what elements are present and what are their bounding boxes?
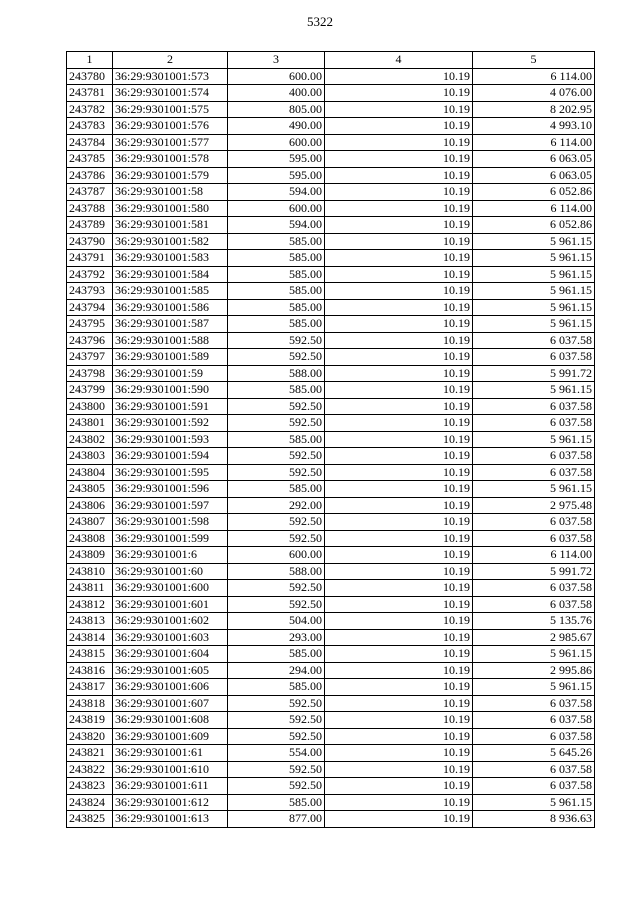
area-cell: 594.00 bbox=[228, 184, 325, 201]
table-row bbox=[67, 283, 595, 300]
row-id-cell: 243816 bbox=[67, 662, 113, 679]
amount-cell: 5 961.15 bbox=[473, 233, 595, 250]
rate-cell: 10.19 bbox=[325, 712, 473, 729]
row-id-cell: 243821 bbox=[67, 745, 113, 762]
table-row bbox=[67, 563, 595, 580]
amount-cell: 5 961.15 bbox=[473, 382, 595, 399]
amount-cell: 5 961.15 bbox=[473, 316, 595, 333]
area-cell: 600.00 bbox=[228, 200, 325, 217]
cadastral-number-cell: 36:29:9301001:602 bbox=[113, 613, 228, 630]
cadastral-number-cell: 36:29:9301001:573 bbox=[113, 68, 228, 85]
table-body bbox=[67, 68, 595, 827]
rate-cell: 10.19 bbox=[325, 217, 473, 234]
area-cell: 592.50 bbox=[228, 464, 325, 481]
table-row bbox=[67, 250, 595, 267]
cadastral-number-cell: 36:29:9301001:605 bbox=[113, 662, 228, 679]
rate-cell: 10.19 bbox=[325, 745, 473, 762]
cadastral-number-cell: 36:29:9301001:61 bbox=[113, 745, 228, 762]
cadastral-number-cell: 36:29:9301001:6 bbox=[113, 547, 228, 564]
area-cell: 592.50 bbox=[228, 530, 325, 547]
row-id-cell: 243817 bbox=[67, 679, 113, 696]
row-id-cell: 243812 bbox=[67, 596, 113, 613]
area-cell: 585.00 bbox=[228, 250, 325, 267]
table-row bbox=[67, 167, 595, 184]
amount-cell: 5 961.15 bbox=[473, 646, 595, 663]
rate-cell: 10.19 bbox=[325, 728, 473, 745]
column-header-1: 1 bbox=[67, 52, 113, 69]
table-row bbox=[67, 118, 595, 135]
area-cell: 554.00 bbox=[228, 745, 325, 762]
cadastral-number-cell: 36:29:9301001:592 bbox=[113, 415, 228, 432]
rate-cell: 10.19 bbox=[325, 398, 473, 415]
row-id-cell: 243825 bbox=[67, 811, 113, 828]
amount-cell: 5 961.15 bbox=[473, 481, 595, 498]
area-cell: 600.00 bbox=[228, 134, 325, 151]
cadastral-number-cell: 36:29:9301001:611 bbox=[113, 778, 228, 795]
row-id-cell: 243786 bbox=[67, 167, 113, 184]
area-cell: 600.00 bbox=[228, 68, 325, 85]
area-cell: 504.00 bbox=[228, 613, 325, 630]
amount-cell: 5 961.15 bbox=[473, 679, 595, 696]
amount-cell: 5 961.15 bbox=[473, 431, 595, 448]
rate-cell: 10.19 bbox=[325, 431, 473, 448]
area-cell: 490.00 bbox=[228, 118, 325, 135]
rate-cell: 10.19 bbox=[325, 332, 473, 349]
table-row bbox=[67, 580, 595, 597]
table-row bbox=[67, 365, 595, 382]
area-cell: 585.00 bbox=[228, 299, 325, 316]
amount-cell: 6 037.58 bbox=[473, 415, 595, 432]
cadastral-number-cell: 36:29:9301001:597 bbox=[113, 497, 228, 514]
table-header bbox=[67, 52, 595, 69]
row-id-cell: 243801 bbox=[67, 415, 113, 432]
area-cell: 588.00 bbox=[228, 365, 325, 382]
table-row bbox=[67, 316, 595, 333]
rate-cell: 10.19 bbox=[325, 761, 473, 778]
amount-cell: 6 037.58 bbox=[473, 695, 595, 712]
amount-cell: 5 991.72 bbox=[473, 365, 595, 382]
amount-cell: 6 052.86 bbox=[473, 184, 595, 201]
data-table bbox=[66, 51, 595, 828]
area-cell: 585.00 bbox=[228, 679, 325, 696]
row-id-cell: 243783 bbox=[67, 118, 113, 135]
rate-cell: 10.19 bbox=[325, 151, 473, 168]
rate-cell: 10.19 bbox=[325, 497, 473, 514]
rate-cell: 10.19 bbox=[325, 695, 473, 712]
table-row bbox=[67, 596, 595, 613]
table-row bbox=[67, 514, 595, 531]
area-cell: 592.50 bbox=[228, 332, 325, 349]
rate-cell: 10.19 bbox=[325, 646, 473, 663]
amount-cell: 6 037.58 bbox=[473, 596, 595, 613]
row-id-cell: 243784 bbox=[67, 134, 113, 151]
row-id-cell: 243814 bbox=[67, 629, 113, 646]
row-id-cell: 243805 bbox=[67, 481, 113, 498]
cadastral-number-cell: 36:29:9301001:588 bbox=[113, 332, 228, 349]
table-row bbox=[67, 778, 595, 795]
area-cell: 294.00 bbox=[228, 662, 325, 679]
rate-cell: 10.19 bbox=[325, 679, 473, 696]
cadastral-number-cell: 36:29:9301001:58 bbox=[113, 184, 228, 201]
cadastral-number-cell: 36:29:9301001:598 bbox=[113, 514, 228, 531]
table-row bbox=[67, 415, 595, 432]
rate-cell: 10.19 bbox=[325, 415, 473, 432]
rate-cell: 10.19 bbox=[325, 613, 473, 630]
column-header-5: 5 bbox=[473, 52, 595, 69]
amount-cell: 6 114.00 bbox=[473, 134, 595, 151]
table-row bbox=[67, 349, 595, 366]
cadastral-number-cell: 36:29:9301001:59 bbox=[113, 365, 228, 382]
table-row bbox=[67, 712, 595, 729]
rate-cell: 10.19 bbox=[325, 167, 473, 184]
rate-cell: 10.19 bbox=[325, 68, 473, 85]
amount-cell: 5 135.76 bbox=[473, 613, 595, 630]
cadastral-number-cell: 36:29:9301001:593 bbox=[113, 431, 228, 448]
column-header-2: 2 bbox=[113, 52, 228, 69]
cadastral-number-cell: 36:29:9301001:579 bbox=[113, 167, 228, 184]
amount-cell: 4 076.00 bbox=[473, 85, 595, 102]
amount-cell: 8 202.95 bbox=[473, 101, 595, 118]
cadastral-number-cell: 36:29:9301001:606 bbox=[113, 679, 228, 696]
amount-cell: 5 961.15 bbox=[473, 299, 595, 316]
column-header-3: 3 bbox=[228, 52, 325, 69]
cadastral-number-cell: 36:29:9301001:586 bbox=[113, 299, 228, 316]
rate-cell: 10.19 bbox=[325, 316, 473, 333]
area-cell: 592.50 bbox=[228, 514, 325, 531]
cadastral-number-cell: 36:29:9301001:603 bbox=[113, 629, 228, 646]
cadastral-number-cell: 36:29:9301001:610 bbox=[113, 761, 228, 778]
row-id-cell: 243808 bbox=[67, 530, 113, 547]
cadastral-number-cell: 36:29:9301001:604 bbox=[113, 646, 228, 663]
table-row bbox=[67, 299, 595, 316]
rate-cell: 10.19 bbox=[325, 134, 473, 151]
amount-cell: 6 037.58 bbox=[473, 712, 595, 729]
amount-cell: 5 961.15 bbox=[473, 266, 595, 283]
rate-cell: 10.19 bbox=[325, 481, 473, 498]
amount-cell: 4 993.10 bbox=[473, 118, 595, 135]
amount-cell: 5 991.72 bbox=[473, 563, 595, 580]
cadastral-number-cell: 36:29:9301001:594 bbox=[113, 448, 228, 465]
cadastral-number-cell: 36:29:9301001:575 bbox=[113, 101, 228, 118]
table-row bbox=[67, 398, 595, 415]
area-cell: 594.00 bbox=[228, 217, 325, 234]
table-row bbox=[67, 184, 595, 201]
area-cell: 400.00 bbox=[228, 85, 325, 102]
row-id-cell: 243798 bbox=[67, 365, 113, 382]
rate-cell: 10.19 bbox=[325, 464, 473, 481]
rate-cell: 10.19 bbox=[325, 283, 473, 300]
cadastral-number-cell: 36:29:9301001:584 bbox=[113, 266, 228, 283]
table-row bbox=[67, 431, 595, 448]
area-cell: 588.00 bbox=[228, 563, 325, 580]
area-cell: 595.00 bbox=[228, 151, 325, 168]
cadastral-number-cell: 36:29:9301001:596 bbox=[113, 481, 228, 498]
row-id-cell: 243793 bbox=[67, 283, 113, 300]
cadastral-number-cell: 36:29:9301001:600 bbox=[113, 580, 228, 597]
table-row bbox=[67, 151, 595, 168]
cadastral-number-cell: 36:29:9301001:576 bbox=[113, 118, 228, 135]
rate-cell: 10.19 bbox=[325, 299, 473, 316]
table-row bbox=[67, 761, 595, 778]
rate-cell: 10.19 bbox=[325, 514, 473, 531]
table-row bbox=[67, 382, 595, 399]
table-row bbox=[67, 629, 595, 646]
amount-cell: 2 985.67 bbox=[473, 629, 595, 646]
table-row bbox=[67, 745, 595, 762]
row-id-cell: 243791 bbox=[67, 250, 113, 267]
area-cell: 592.50 bbox=[228, 349, 325, 366]
cadastral-number-cell: 36:29:9301001:580 bbox=[113, 200, 228, 217]
row-id-cell: 243795 bbox=[67, 316, 113, 333]
table-row bbox=[67, 464, 595, 481]
rate-cell: 10.19 bbox=[325, 563, 473, 580]
rate-cell: 10.19 bbox=[325, 382, 473, 399]
table-row bbox=[67, 266, 595, 283]
amount-cell: 6 037.58 bbox=[473, 778, 595, 795]
area-cell: 592.50 bbox=[228, 728, 325, 745]
amount-cell: 6 037.58 bbox=[473, 530, 595, 547]
amount-cell: 6 037.58 bbox=[473, 761, 595, 778]
table-row bbox=[67, 233, 595, 250]
rate-cell: 10.19 bbox=[325, 547, 473, 564]
row-id-cell: 243782 bbox=[67, 101, 113, 118]
table-row bbox=[67, 679, 595, 696]
row-id-cell: 243822 bbox=[67, 761, 113, 778]
rate-cell: 10.19 bbox=[325, 118, 473, 135]
amount-cell: 6 037.58 bbox=[473, 464, 595, 481]
area-cell: 877.00 bbox=[228, 811, 325, 828]
cadastral-number-cell: 36:29:9301001:577 bbox=[113, 134, 228, 151]
amount-cell: 5 961.15 bbox=[473, 250, 595, 267]
amount-cell: 5 961.15 bbox=[473, 794, 595, 811]
cadastral-number-cell: 36:29:9301001:574 bbox=[113, 85, 228, 102]
row-id-cell: 243820 bbox=[67, 728, 113, 745]
area-cell: 805.00 bbox=[228, 101, 325, 118]
row-id-cell: 243794 bbox=[67, 299, 113, 316]
area-cell: 585.00 bbox=[228, 283, 325, 300]
header-row bbox=[67, 52, 595, 69]
cadastral-number-cell: 36:29:9301001:578 bbox=[113, 151, 228, 168]
rate-cell: 10.19 bbox=[325, 101, 473, 118]
rate-cell: 10.19 bbox=[325, 233, 473, 250]
area-cell: 595.00 bbox=[228, 167, 325, 184]
cadastral-number-cell: 36:29:9301001:591 bbox=[113, 398, 228, 415]
cadastral-number-cell: 36:29:9301001:595 bbox=[113, 464, 228, 481]
area-cell: 585.00 bbox=[228, 646, 325, 663]
amount-cell: 2 995.86 bbox=[473, 662, 595, 679]
table-row bbox=[67, 200, 595, 217]
cadastral-number-cell: 36:29:9301001:612 bbox=[113, 794, 228, 811]
table-row bbox=[67, 134, 595, 151]
amount-cell: 6 037.58 bbox=[473, 332, 595, 349]
area-cell: 592.50 bbox=[228, 415, 325, 432]
cadastral-number-cell: 36:29:9301001:590 bbox=[113, 382, 228, 399]
row-id-cell: 243806 bbox=[67, 497, 113, 514]
area-cell: 585.00 bbox=[228, 382, 325, 399]
area-cell: 293.00 bbox=[228, 629, 325, 646]
cadastral-number-cell: 36:29:9301001:607 bbox=[113, 695, 228, 712]
amount-cell: 2 975.48 bbox=[473, 497, 595, 514]
page-number: 5322 bbox=[307, 14, 333, 29]
row-id-cell: 243802 bbox=[67, 431, 113, 448]
rate-cell: 10.19 bbox=[325, 530, 473, 547]
row-id-cell: 243815 bbox=[67, 646, 113, 663]
amount-cell: 6 114.00 bbox=[473, 68, 595, 85]
row-id-cell: 243796 bbox=[67, 332, 113, 349]
rate-cell: 10.19 bbox=[325, 629, 473, 646]
row-id-cell: 243800 bbox=[67, 398, 113, 415]
area-cell: 592.50 bbox=[228, 448, 325, 465]
rate-cell: 10.19 bbox=[325, 580, 473, 597]
table-row bbox=[67, 547, 595, 564]
table-row bbox=[67, 530, 595, 547]
rate-cell: 10.19 bbox=[325, 662, 473, 679]
cadastral-number-cell: 36:29:9301001:582 bbox=[113, 233, 228, 250]
cadastral-number-cell: 36:29:9301001:599 bbox=[113, 530, 228, 547]
area-cell: 585.00 bbox=[228, 481, 325, 498]
table-row bbox=[67, 662, 595, 679]
row-id-cell: 243804 bbox=[67, 464, 113, 481]
rate-cell: 10.19 bbox=[325, 266, 473, 283]
amount-cell: 6 037.58 bbox=[473, 448, 595, 465]
table-row bbox=[67, 646, 595, 663]
table-row bbox=[67, 695, 595, 712]
rate-cell: 10.19 bbox=[325, 85, 473, 102]
area-cell: 585.00 bbox=[228, 266, 325, 283]
row-id-cell: 243818 bbox=[67, 695, 113, 712]
area-cell: 592.50 bbox=[228, 761, 325, 778]
amount-cell: 6 052.86 bbox=[473, 217, 595, 234]
amount-cell: 8 936.63 bbox=[473, 811, 595, 828]
cadastral-number-cell: 36:29:9301001:613 bbox=[113, 811, 228, 828]
amount-cell: 6 063.05 bbox=[473, 151, 595, 168]
amount-cell: 6 037.58 bbox=[473, 728, 595, 745]
rate-cell: 10.19 bbox=[325, 778, 473, 795]
row-id-cell: 243819 bbox=[67, 712, 113, 729]
row-id-cell: 243799 bbox=[67, 382, 113, 399]
area-cell: 585.00 bbox=[228, 233, 325, 250]
row-id-cell: 243797 bbox=[67, 349, 113, 366]
table-row bbox=[67, 85, 595, 102]
cadastral-number-cell: 36:29:9301001:585 bbox=[113, 283, 228, 300]
row-id-cell: 243824 bbox=[67, 794, 113, 811]
area-cell: 600.00 bbox=[228, 547, 325, 564]
cadastral-number-cell: 36:29:9301001:589 bbox=[113, 349, 228, 366]
table-row bbox=[67, 481, 595, 498]
row-id-cell: 243789 bbox=[67, 217, 113, 234]
row-id-cell: 243813 bbox=[67, 613, 113, 630]
amount-cell: 5 961.15 bbox=[473, 283, 595, 300]
row-id-cell: 243807 bbox=[67, 514, 113, 531]
row-id-cell: 243788 bbox=[67, 200, 113, 217]
row-id-cell: 243803 bbox=[67, 448, 113, 465]
area-cell: 585.00 bbox=[228, 794, 325, 811]
cadastral-number-cell: 36:29:9301001:583 bbox=[113, 250, 228, 267]
cadastral-number-cell: 36:29:9301001:60 bbox=[113, 563, 228, 580]
rate-cell: 10.19 bbox=[325, 365, 473, 382]
cadastral-number-cell: 36:29:9301001:608 bbox=[113, 712, 228, 729]
row-id-cell: 243780 bbox=[67, 68, 113, 85]
rate-cell: 10.19 bbox=[325, 200, 473, 217]
rate-cell: 10.19 bbox=[325, 250, 473, 267]
amount-cell: 6 037.58 bbox=[473, 349, 595, 366]
row-id-cell: 243787 bbox=[67, 184, 113, 201]
area-cell: 592.50 bbox=[228, 398, 325, 415]
area-cell: 585.00 bbox=[228, 316, 325, 333]
table-row bbox=[67, 448, 595, 465]
table-row bbox=[67, 728, 595, 745]
area-cell: 292.00 bbox=[228, 497, 325, 514]
rate-cell: 10.19 bbox=[325, 811, 473, 828]
cadastral-number-cell: 36:29:9301001:609 bbox=[113, 728, 228, 745]
table-row bbox=[67, 811, 595, 828]
area-cell: 592.50 bbox=[228, 695, 325, 712]
table-row bbox=[67, 68, 595, 85]
amount-cell: 6 037.58 bbox=[473, 398, 595, 415]
amount-cell: 6 114.00 bbox=[473, 547, 595, 564]
rate-cell: 10.19 bbox=[325, 184, 473, 201]
table-row bbox=[67, 217, 595, 234]
cadastral-number-cell: 36:29:9301001:587 bbox=[113, 316, 228, 333]
row-id-cell: 243811 bbox=[67, 580, 113, 597]
rate-cell: 10.19 bbox=[325, 349, 473, 366]
table-row bbox=[67, 794, 595, 811]
area-cell: 592.50 bbox=[228, 580, 325, 597]
amount-cell: 5 645.26 bbox=[473, 745, 595, 762]
cadastral-number-cell: 36:29:9301001:581 bbox=[113, 217, 228, 234]
row-id-cell: 243790 bbox=[67, 233, 113, 250]
table-row bbox=[67, 101, 595, 118]
rate-cell: 10.19 bbox=[325, 448, 473, 465]
amount-cell: 6 037.58 bbox=[473, 514, 595, 531]
rate-cell: 10.19 bbox=[325, 596, 473, 613]
area-cell: 592.50 bbox=[228, 778, 325, 795]
row-id-cell: 243810 bbox=[67, 563, 113, 580]
amount-cell: 6 114.00 bbox=[473, 200, 595, 217]
row-id-cell: 243781 bbox=[67, 85, 113, 102]
row-id-cell: 243823 bbox=[67, 778, 113, 795]
table-row bbox=[67, 332, 595, 349]
rate-cell: 10.19 bbox=[325, 794, 473, 811]
table-row bbox=[67, 613, 595, 630]
area-cell: 592.50 bbox=[228, 596, 325, 613]
table-row bbox=[67, 497, 595, 514]
row-id-cell: 243785 bbox=[67, 151, 113, 168]
area-cell: 592.50 bbox=[228, 712, 325, 729]
amount-cell: 6 037.58 bbox=[473, 580, 595, 597]
row-id-cell: 243809 bbox=[67, 547, 113, 564]
cadastral-number-cell: 36:29:9301001:601 bbox=[113, 596, 228, 613]
column-header-4: 4 bbox=[325, 52, 473, 69]
row-id-cell: 243792 bbox=[67, 266, 113, 283]
amount-cell: 6 063.05 bbox=[473, 167, 595, 184]
area-cell: 585.00 bbox=[228, 431, 325, 448]
